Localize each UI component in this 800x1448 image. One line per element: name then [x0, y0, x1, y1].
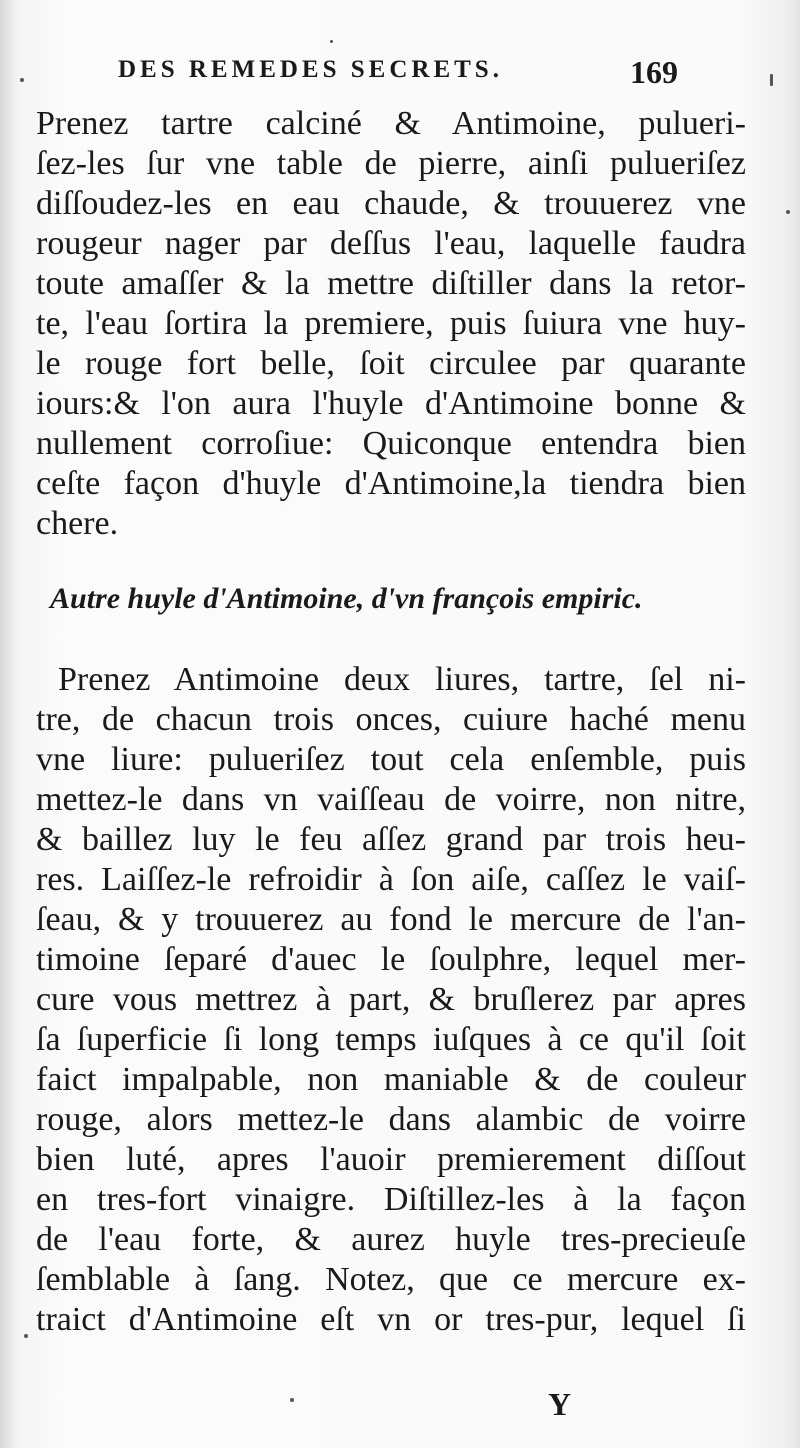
text-line: toute amaſſer & la mettre diſtiller dans la retor-	[36, 265, 746, 302]
page-header	[118, 56, 678, 96]
text-line: nullement corroſiue: Quiconque entendra bien	[36, 425, 746, 462]
text-line: rouge, alors mettez-le dans alambic de voirre	[36, 1101, 746, 1138]
text-line: Prenez Antimoine deux liures, tartre, ſel ni-	[58, 661, 746, 698]
ink-speck	[770, 74, 773, 86]
text-line: ſeau, & y trouuerez au fond le mercure de l'an-	[36, 901, 746, 938]
text-line: tre, de chacun trois onces, cuiure haché menu	[36, 701, 746, 738]
text-line: faict impalpable, non maniable & de couleur	[36, 1061, 746, 1098]
text-line: le rouge fort belle, ſoit circulee par quarante	[36, 345, 746, 382]
text-line: & baillez luy le feu aſſez grand par trois heu-	[36, 821, 746, 858]
text-line: ſa ſuperficie ſi long temps iuſques à ce qu'il ſoit	[36, 1021, 746, 1058]
page-number: 169	[630, 54, 678, 90]
text-line: timoine ſeparé d'auec le ſoulphre, lequel mer-	[36, 941, 746, 978]
text-line: iours:& l'on aura l'huyle d'Antimoine bonne &	[36, 385, 746, 422]
text-line: res. Laiſſez-le refroidir à ſon aiſe, caſſez le vaiſ-	[36, 861, 746, 898]
catchword: Y	[548, 1386, 572, 1422]
text-line: rougeur nager par deſſus l'eau, laquelle faudra	[36, 225, 746, 262]
text-line: traict d'Antimoine eſt vn or tres-pur, lequel ſi	[36, 1301, 746, 1338]
ink-speck	[330, 40, 333, 43]
paragraph-1	[36, 104, 746, 544]
text-line: de l'eau forte, & aurez huyle tres-precieuſe	[36, 1221, 746, 1258]
ink-speck	[20, 78, 24, 82]
text-line: ſez-les ſur vne table de pierre, ainſi pulueriſez	[36, 145, 746, 182]
text-line: ſemblable à ſang. Notez, que ce mercure ex-	[36, 1261, 746, 1298]
text-line: te, l'eau ſortira la premiere, puis ſuiura vne huy-	[36, 305, 746, 342]
running-head: DES REMEDES SECRETS.	[118, 56, 503, 83]
section-heading: Autre huyle d'Antimoine, d'vn françois empiric.	[50, 582, 643, 615]
ink-speck	[24, 1334, 28, 1338]
text-line: chere.	[36, 505, 119, 542]
text-line: mettez-le dans vn vaiſſeau de voirre, non nitre,	[36, 781, 746, 818]
text-line: Prenez tartre calciné & Antimoine, pulueri-	[36, 105, 746, 142]
text-line: diſſoudez-les en eau chaude, & trouuerez vne	[36, 185, 746, 222]
paragraph-2	[36, 660, 746, 1340]
text-line: ceſte façon d'huyle d'Antimoine,la tiendra bien	[36, 465, 746, 502]
text-line: en tres-fort vinaigre. Diſtillez-les à la façon	[36, 1181, 746, 1218]
text-line: cure vous mettrez à part, & bruſlerez par apres	[36, 981, 746, 1018]
ink-speck	[786, 210, 790, 214]
ink-speck	[290, 1398, 294, 1402]
text-line: bien luté, apres l'auoir premierement diſſout	[36, 1141, 746, 1178]
text-line: vne liure: pulueriſez tout cela enſemble, puis	[36, 741, 746, 778]
